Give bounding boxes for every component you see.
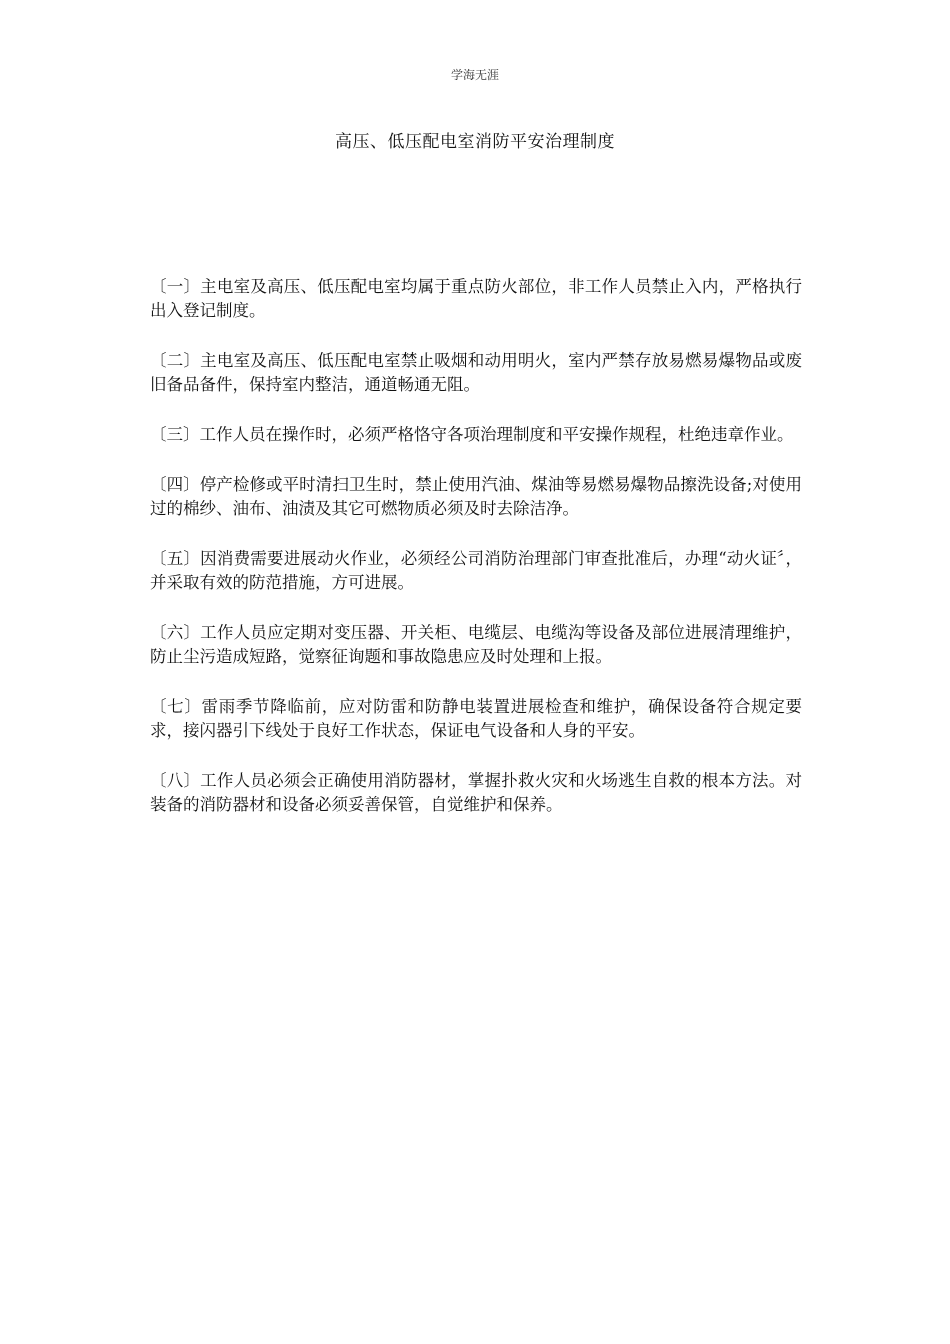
- paragraph-4: 〔四〕停产检修或平时清扫卫生时，禁止使用汽油、煤油等易燃易爆物品擦洗设备;对使用过的棉纱、油布、油渍及其它可燃物质必须及时去除洁净。: [150, 475, 802, 518]
- paragraph-3: 〔三〕工作人员在操作时，必须严格恪守各项治理制度和平安操作规程，杜绝违章作业。: [150, 425, 794, 444]
- paragraph-7: 〔七〕雷雨季节降临前，应对防雷和防静电装置进展检查和维护，确保设备符合规定要求，接闪器引下线处于良好工作状态，保证电气设备和人身的平安。: [150, 697, 802, 740]
- paragraph-1: 〔一〕主电室及高压、低压配电室均属于重点防火部位，非工作人员禁止入内，严格执行出入登记制度。: [150, 277, 802, 320]
- document-title: 高压、低压配电室消防平安治理制度: [335, 132, 615, 152]
- paragraph-8: 〔八〕工作人员必须会正确使用消防器材，掌握扑救火灾和火场逃生自救的根本方法。对装备的消防器材和设备必须妥善保管，自觉维护和保养。: [150, 771, 802, 814]
- page-header: 学海无涯: [450, 68, 499, 82]
- paragraph-5: 〔五〕因消费需要进展动火作业，必须经公司消防治理部门审查批准后，办理“动火证〞，并采取有效的防范措施，方可进展。: [150, 549, 802, 592]
- paragraph-6: 〔六〕工作人员应定期对变压器、开关柜、电缆层、电缆沟等设备及部位进展清理维护，防止尘污造成短路，觉察征询题和事故隐患应及时处理和上报。: [150, 623, 802, 666]
- document-body: [150, 275, 802, 843]
- paragraph-2: 〔二〕主电室及高压、低压配电室禁止吸烟和动用明火，室内严禁存放易燃易爆物品或废旧备品备件，保持室内整洁，通道畅通无阻。: [150, 351, 802, 394]
